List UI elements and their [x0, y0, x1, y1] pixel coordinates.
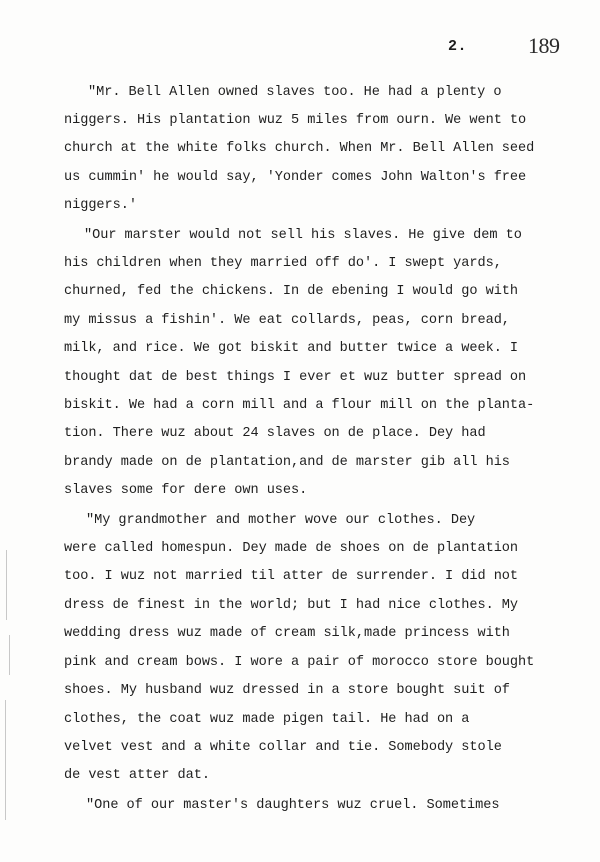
text-line: were called homespun. Dey made de shoes on de plantation: [64, 541, 519, 556]
text-line: niggers. His plantation wuz 5 miles from ourn. We went to: [64, 113, 527, 128]
text-line: niggers.': [64, 198, 137, 213]
text-line: tion. There wuz about 24 slaves on de place. Dey had: [64, 426, 486, 441]
text-line: too. I wuz not married til atter de surrender. I did not: [64, 569, 519, 584]
text-line: slaves some for dere own uses.: [64, 483, 308, 498]
text-line: "My grandmother and mother wove our clothes. Dey: [86, 513, 476, 528]
text-line: "One of our master's daughters wuz cruel. Sometimes: [86, 798, 500, 813]
text-line: churned, fed the chickens. In de ebening I would go with: [64, 284, 519, 299]
text-line: wedding dress wuz made of cream silk,made princess with: [64, 626, 510, 641]
text-line: "Mr. Bell Allen owned slaves too. He had a plenty o: [88, 85, 502, 100]
text-line: "Our marster would not sell his slaves. He give dem to: [84, 228, 522, 243]
text-line: velvet vest and a white collar and tie. Somebody stole: [64, 740, 502, 755]
text-line: my missus a fishin'. We eat collards, peas, corn bread,: [64, 313, 510, 328]
text-line: milk, and rice. We got biskit and butter twice a week. I: [64, 341, 519, 356]
text-line: biskit. We had a corn mill and a flour mill on the planta-: [64, 398, 535, 413]
scan-edge-marks: [0, 540, 20, 840]
text-line: pink and cream bows. I wore a pair of morocco store bought: [64, 655, 535, 670]
text-line: clothes, the coat wuz made pigen tail. He had on a: [64, 712, 470, 727]
text-line: brandy made on de plantation,and de marster gib all his: [64, 455, 510, 470]
folio-number: 189: [528, 33, 560, 58]
text-line: shoes. My husband wuz dressed in a store bought suit of: [64, 683, 510, 698]
text-line: us cummin' he would say, 'Yonder comes John Walton's free: [64, 170, 527, 185]
text-line: his children when they married off do'. I swept yards,: [64, 256, 502, 271]
text-line: de vest atter dat.: [64, 768, 210, 783]
text-line: church at the white folks church. When Mr. Bell Allen seed: [64, 141, 535, 156]
text-line: thought dat de best things I ever et wuz butter spread on: [64, 370, 527, 385]
text-line: dress de finest in the world; but I had nice clothes. My: [64, 598, 519, 613]
section-number: 2.: [448, 38, 468, 55]
